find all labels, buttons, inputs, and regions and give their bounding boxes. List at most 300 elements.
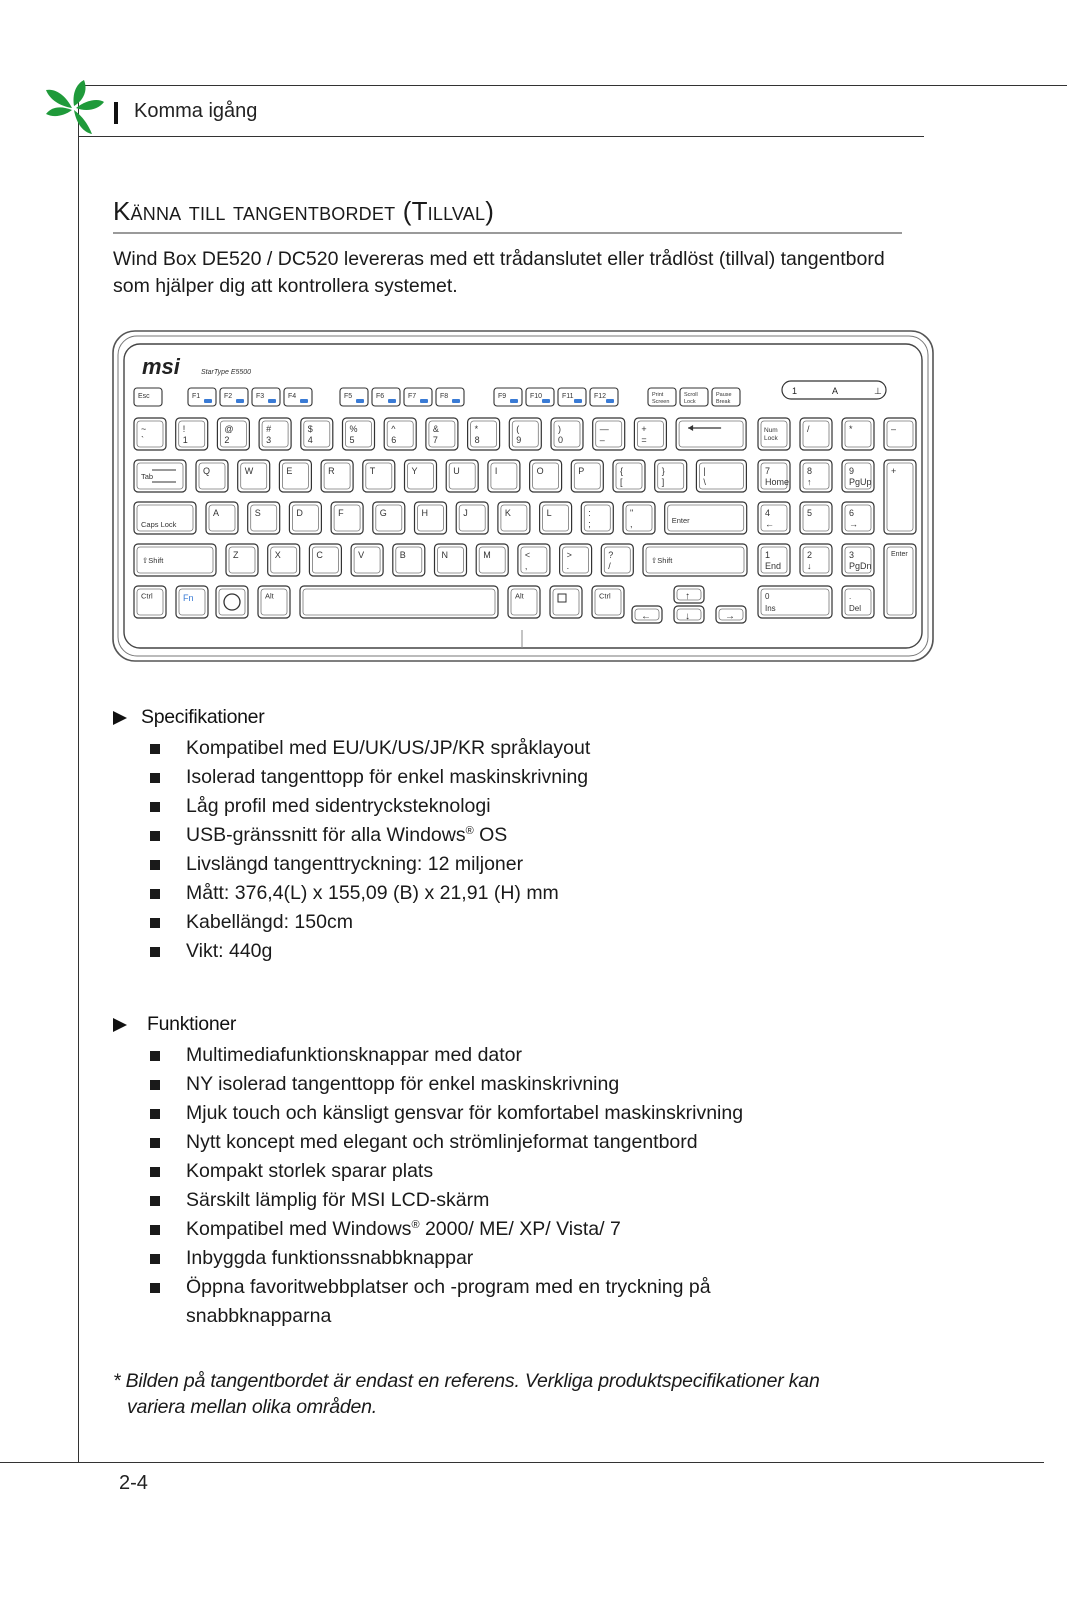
list-item-text: Kompakt storlek sparar plats bbox=[186, 1160, 434, 1182]
key-letter-label-top: R bbox=[328, 466, 335, 476]
key-number-label-bottom: 4 bbox=[307, 435, 313, 445]
key-letter bbox=[446, 460, 478, 492]
backspace-key bbox=[676, 418, 746, 450]
key-number-label-bottom: 5 bbox=[349, 435, 355, 445]
functions-heading-text: Funktioner bbox=[147, 1013, 237, 1035]
key-number-label-bottom: 1 bbox=[182, 435, 188, 445]
arrow-right-icon: → bbox=[725, 611, 735, 622]
fn-key bbox=[220, 388, 248, 406]
list-item bbox=[150, 1244, 910, 1273]
key-letter bbox=[488, 460, 520, 492]
fn-key-label: F3 bbox=[256, 393, 265, 400]
list-item-text: Låg profil med sidentrycksteknologi bbox=[186, 795, 491, 817]
key-letter-label-top: G bbox=[379, 508, 387, 518]
numpad-key bbox=[800, 418, 832, 450]
numpad-key-label-bottom: ↑ bbox=[807, 477, 812, 487]
fn-key-label: F5 bbox=[344, 393, 353, 400]
list-item-text: Kompatibel med Windows bbox=[186, 1218, 412, 1240]
key-grave-label-bottom: ` bbox=[141, 435, 144, 445]
list-item-text: Vikt: 440g bbox=[186, 940, 273, 962]
left-ctrl-key-label-top: Ctrl bbox=[141, 591, 153, 601]
key-number-label-top: & bbox=[432, 424, 439, 434]
numpad-key bbox=[842, 418, 874, 450]
list-item-text: Nytt koncept med elegant och strömlinjeformat tangentbord bbox=[186, 1131, 698, 1153]
fn-key bbox=[340, 388, 368, 406]
num-lock-label-top: Num bbox=[764, 427, 778, 434]
key-number bbox=[384, 418, 416, 450]
list-item-text-tail: OS bbox=[473, 824, 508, 846]
windows-key bbox=[216, 586, 248, 618]
key-number bbox=[217, 418, 249, 450]
key-letter bbox=[351, 544, 383, 576]
key-letter bbox=[226, 544, 258, 576]
fn-key bbox=[284, 388, 312, 406]
numpad-key-label-top: 2 bbox=[807, 550, 813, 560]
numpad-key-label-top: * bbox=[849, 424, 853, 434]
list-item-text: Särskilt lämplig för MSI LCD-skärm bbox=[186, 1189, 490, 1211]
right-ctrl-key bbox=[592, 586, 624, 618]
fn-key bbox=[558, 388, 586, 406]
num-lock-key bbox=[758, 418, 790, 450]
key-symbol-label-top: : bbox=[588, 508, 591, 518]
key-symbol bbox=[581, 502, 613, 534]
key-letter bbox=[415, 502, 447, 534]
fn-key-label: F10 bbox=[530, 393, 543, 400]
title-rule bbox=[113, 232, 902, 234]
left-alt-key bbox=[258, 586, 290, 618]
key-letter-label-top: H bbox=[421, 508, 428, 518]
numpad-key-label-bottom: → bbox=[849, 519, 858, 529]
list-item bbox=[150, 763, 910, 792]
list-item-text: Isolerad tangenttopp för enkel maskinskrivning bbox=[186, 766, 589, 788]
key-letter bbox=[498, 502, 530, 534]
media-icon bbox=[268, 399, 276, 403]
fn-key-label-top: Scroll bbox=[684, 392, 698, 398]
media-icon bbox=[542, 399, 550, 403]
key-letter bbox=[456, 502, 488, 534]
media-icon bbox=[236, 399, 244, 403]
numpad-key-label-top: – bbox=[891, 424, 897, 434]
key-number bbox=[634, 418, 666, 450]
list-item bbox=[150, 1128, 910, 1157]
numpad-key-label-top: 4 bbox=[765, 508, 771, 518]
keyboard-illustration bbox=[112, 330, 936, 664]
square-bullet-icon bbox=[150, 1080, 160, 1090]
list-item bbox=[150, 879, 910, 908]
square-bullet-icon bbox=[150, 831, 160, 841]
right-alt-key-label-top: Alt bbox=[515, 591, 524, 601]
list-item bbox=[150, 1041, 910, 1070]
header-bar bbox=[114, 102, 118, 124]
list-item bbox=[150, 850, 910, 879]
list-item bbox=[150, 1186, 910, 1215]
media-icon bbox=[356, 399, 364, 403]
fn-key bbox=[252, 388, 280, 406]
header-underline bbox=[78, 136, 924, 137]
list-item-text: Livslängd tangenttryckning: 12 miljoner bbox=[186, 853, 524, 875]
scroll-lock-indicator: ⊥ bbox=[874, 386, 882, 396]
list-item bbox=[150, 908, 910, 937]
arrow-down-key bbox=[674, 606, 704, 623]
square-bullet-icon bbox=[150, 889, 160, 899]
key-number-label-bottom: = bbox=[641, 435, 647, 445]
fn-key bbox=[680, 388, 708, 406]
key-symbol-label-top: } bbox=[661, 466, 665, 476]
numpad-key-label-top: 8 bbox=[807, 466, 813, 476]
intro-paragraph: Wind Box DE520 / DC520 levereras med ett trådanslutet eller trådlöst (tillval) tangentbord som hjälper dig att kontrollera systemet. bbox=[113, 248, 885, 297]
key-letter-label-top: K bbox=[504, 508, 511, 518]
numpad-key-label-bottom: ← bbox=[765, 519, 774, 529]
fn-key-label: F12 bbox=[594, 393, 607, 400]
left-shift-key bbox=[134, 544, 216, 576]
arrow-left-icon: ← bbox=[641, 611, 651, 622]
square-bullet-icon bbox=[150, 1051, 160, 1061]
list-item-text: Multimediafunktionsknappar med dator bbox=[186, 1044, 523, 1066]
numpad-dot-key-label-top: . bbox=[849, 592, 852, 601]
key-symbol bbox=[655, 460, 687, 492]
square-bullet-icon bbox=[150, 802, 160, 812]
key-number bbox=[343, 418, 375, 450]
key-symbol-label-top: " bbox=[630, 508, 634, 518]
key-letter bbox=[476, 544, 508, 576]
numpad-key-label-top: / bbox=[807, 424, 810, 434]
key-letter-label-top: D bbox=[296, 508, 303, 518]
shift-key-label: ⇧Shift bbox=[142, 556, 164, 565]
arrow-down-icon: ↓ bbox=[685, 611, 690, 622]
fn-key-label-top: Pause bbox=[716, 392, 732, 398]
key-number-label-top: + bbox=[641, 424, 647, 434]
tab-key-label: Tab bbox=[141, 472, 154, 481]
num-lock-label-bottom: Lock bbox=[764, 435, 778, 442]
menu-key bbox=[550, 586, 582, 618]
key-letter bbox=[540, 502, 572, 534]
square-bullet-icon bbox=[150, 1196, 160, 1206]
key-symbol bbox=[518, 544, 550, 576]
key-number-label-bottom: 8 bbox=[474, 435, 480, 445]
numpad-key-label-top: 6 bbox=[849, 508, 855, 518]
key-letter-label-top: N bbox=[441, 550, 448, 560]
fn-key-label: F6 bbox=[376, 393, 385, 400]
fn-key-label: F7 bbox=[408, 393, 417, 400]
numpad-key bbox=[842, 502, 874, 534]
key-number-label-top: ) bbox=[558, 424, 561, 434]
key-symbol-label-top: | bbox=[703, 466, 706, 476]
numpad-plus-key bbox=[884, 460, 916, 534]
space-bar bbox=[300, 586, 498, 618]
msi-logo-text: msi bbox=[142, 354, 180, 379]
caps-lock-indicator: A bbox=[832, 386, 839, 396]
key-letter-label-top: X bbox=[274, 550, 281, 560]
square-bullet-icon bbox=[150, 918, 160, 928]
key-letter bbox=[238, 460, 270, 492]
key-letter-label-top: V bbox=[358, 550, 365, 560]
key-letter bbox=[279, 460, 311, 492]
fn-key-label: F9 bbox=[498, 393, 507, 400]
arrow-up-icon: ↑ bbox=[685, 591, 690, 602]
media-icon bbox=[388, 399, 396, 403]
fn-key bbox=[134, 388, 162, 406]
key-symbol-label-bottom: ] bbox=[661, 477, 665, 487]
square-bullet-icon bbox=[150, 744, 160, 754]
fn-key-label-bottom: Break bbox=[716, 399, 731, 405]
list-item bbox=[150, 1215, 910, 1244]
key-symbol-label-bottom: / bbox=[608, 561, 611, 571]
registered-mark: ® bbox=[411, 1219, 420, 1231]
numpad-key-label-bottom: End bbox=[765, 561, 782, 571]
key-number bbox=[176, 418, 208, 450]
shift-key-label: ⇧Shift bbox=[651, 556, 673, 565]
arrow-up-key bbox=[674, 586, 704, 603]
list-item-text: Öppna favoritwebbplatser och -program med en tryckning på snabbknapparna bbox=[186, 1276, 711, 1327]
fn-key-label: Fn bbox=[183, 593, 194, 603]
tab-key bbox=[134, 460, 186, 492]
list-item-text-tail: 2000/ ME/ XP/ Vista/ 7 bbox=[419, 1218, 621, 1240]
key-letter bbox=[196, 460, 228, 492]
key-letter-label-top: P bbox=[578, 466, 585, 476]
caps-lock-key-label-bottom: Caps Lock bbox=[141, 520, 177, 529]
key-letter-label-top: T bbox=[369, 466, 376, 476]
square-bullet-icon bbox=[150, 1254, 160, 1264]
media-icon bbox=[606, 399, 614, 403]
numpad-key bbox=[758, 460, 790, 492]
leaf-logo-icon bbox=[42, 78, 106, 136]
fn-key-label: F2 bbox=[224, 393, 233, 400]
fn-key-label-bottom: Lock bbox=[684, 399, 696, 405]
key-letter-label-top: U bbox=[453, 466, 460, 476]
fn-key-label-top: Print bbox=[652, 392, 664, 398]
model-label: StarType E5500 bbox=[201, 369, 252, 376]
key-number-label-top: ! bbox=[182, 424, 186, 434]
numpad-key-label-bottom: PgDn bbox=[849, 561, 872, 571]
list-item bbox=[150, 792, 910, 821]
key-symbol-label-bottom: ; bbox=[588, 519, 591, 529]
arrow-right-key bbox=[716, 606, 746, 623]
key-letter bbox=[571, 460, 603, 492]
key-letter-label-top: J bbox=[463, 508, 468, 518]
fn-key bbox=[712, 388, 740, 406]
key-number bbox=[551, 418, 583, 450]
fn-key-label: F11 bbox=[562, 393, 574, 400]
key-number-label-bottom: 6 bbox=[391, 435, 397, 445]
page-title: Känna till tangentbordet (Tillval) bbox=[113, 196, 495, 226]
key-letter-label-top: Y bbox=[411, 466, 418, 476]
numpad-key-label-top: 5 bbox=[807, 508, 813, 518]
key-number-label-top: * bbox=[474, 424, 479, 434]
key-number bbox=[301, 418, 333, 450]
key-symbol bbox=[601, 544, 633, 576]
numpad-enter-key bbox=[884, 544, 916, 618]
left-margin-line bbox=[78, 85, 79, 1463]
list-item bbox=[150, 821, 910, 850]
list-item bbox=[150, 1099, 910, 1128]
fn-key-label: F8 bbox=[440, 393, 449, 400]
page-number: 2-4 bbox=[119, 1472, 148, 1494]
numpad-zero-key-label-top: 0 bbox=[765, 592, 770, 601]
key-symbol bbox=[696, 460, 746, 492]
key-letter bbox=[309, 544, 341, 576]
numpad-key bbox=[800, 502, 832, 534]
list-item-text: USB-gränssnitt för alla Windows bbox=[186, 824, 466, 846]
key-symbol-label-top: ? bbox=[608, 550, 614, 560]
enter-key bbox=[665, 502, 747, 534]
square-bullet-icon bbox=[150, 1225, 160, 1235]
footnote-line-1: * Bilden på tangentbordet är endast en referens. Verkliga produktspecifikationer kan bbox=[113, 1370, 820, 1392]
media-icon bbox=[204, 399, 212, 403]
list-item bbox=[150, 1157, 910, 1186]
numpad-key-label-top: 1 bbox=[765, 550, 771, 560]
fn-key-label: F4 bbox=[288, 393, 297, 400]
fn-key bbox=[590, 388, 618, 406]
key-number-label-bottom: – bbox=[599, 435, 605, 445]
numpad-key bbox=[842, 544, 874, 576]
numpad-key-label-bottom: ↓ bbox=[807, 561, 812, 571]
registered-mark: ® bbox=[465, 825, 474, 837]
numpad-key-label-top: 3 bbox=[849, 550, 855, 560]
key-symbol bbox=[560, 544, 592, 576]
key-number-label-top: % bbox=[349, 424, 358, 434]
key-number-label-top: ^ bbox=[391, 424, 396, 434]
key-letter-label-top: L bbox=[546, 508, 552, 518]
numpad-key-label-top: 7 bbox=[765, 466, 771, 476]
key-number bbox=[426, 418, 458, 450]
numpad-key-label-top: 9 bbox=[849, 466, 855, 476]
key-number-label-bottom: 7 bbox=[432, 435, 438, 445]
numpad-key-label-bottom: PgUp bbox=[849, 477, 872, 487]
key-number-label-top: — bbox=[599, 424, 609, 434]
key-letter bbox=[206, 502, 238, 534]
fn-key bbox=[436, 388, 464, 406]
fn-key bbox=[526, 388, 554, 406]
left-alt-key-label-top: Alt bbox=[265, 591, 274, 601]
key-letter-label-top: I bbox=[494, 466, 498, 476]
key-letter-label-top: A bbox=[213, 508, 220, 518]
specs-heading bbox=[113, 706, 264, 729]
key-symbol-label-bottom: \ bbox=[703, 477, 706, 487]
numpad-key bbox=[800, 460, 832, 492]
media-icon bbox=[452, 399, 460, 403]
list-item-text: Mått: 376,4(L) x 155,09 (B) x 21,91 (H) mm bbox=[186, 882, 559, 904]
key-letter-label-top: C bbox=[316, 550, 323, 560]
key-number-label-bottom: 0 bbox=[558, 435, 564, 445]
specs-heading-text: Specifikationer bbox=[141, 706, 265, 728]
top-rule bbox=[78, 85, 1067, 86]
numpad-key bbox=[842, 460, 874, 492]
key-letter bbox=[268, 544, 300, 576]
enter-key-label: Enter bbox=[671, 516, 690, 525]
key-letter-label-top: F bbox=[338, 508, 344, 518]
key-number bbox=[468, 418, 500, 450]
caps-lock-key bbox=[134, 502, 196, 534]
triangle-bullet-icon bbox=[113, 711, 127, 725]
list-item-text: Kabellängd: 150cm bbox=[186, 911, 353, 933]
right-alt-key bbox=[508, 586, 540, 618]
media-icon bbox=[574, 399, 582, 403]
square-bullet-icon bbox=[150, 860, 160, 870]
media-icon bbox=[510, 399, 518, 403]
footnote-line-2: variera mellan olika områden. bbox=[127, 1396, 377, 1418]
numpad-key-label-bottom: Home bbox=[765, 477, 790, 487]
functions-heading bbox=[113, 1013, 236, 1036]
numpad-key bbox=[800, 544, 832, 576]
key-letter bbox=[248, 502, 280, 534]
numpad-dot-key-label-bottom: Del bbox=[849, 604, 862, 613]
key-number-label-top: @ bbox=[224, 424, 234, 434]
header-section-label: Komma igång bbox=[134, 100, 258, 122]
fn-key-label-bottom: Screen bbox=[652, 399, 670, 405]
key-letter bbox=[363, 460, 395, 492]
specs-list bbox=[150, 734, 910, 966]
functions-list bbox=[150, 1041, 910, 1331]
key-number-label-top: # bbox=[266, 424, 272, 434]
media-icon bbox=[300, 399, 308, 403]
fn-key bbox=[372, 388, 400, 406]
list-item bbox=[150, 937, 910, 966]
key-letter-label-top: Z bbox=[233, 550, 239, 560]
key-number-label-bottom: 2 bbox=[224, 435, 230, 445]
key-symbol-label-bottom: , bbox=[630, 519, 633, 529]
key-symbol-label-bottom: , bbox=[524, 561, 528, 571]
numpad-enter-key-label-top: Enter bbox=[891, 551, 908, 558]
square-bullet-icon bbox=[150, 1283, 160, 1293]
key-grave bbox=[134, 418, 166, 450]
triangle-bullet-icon bbox=[113, 1018, 127, 1032]
numpad-key bbox=[758, 502, 790, 534]
media-icon bbox=[420, 399, 428, 403]
key-letter-label-top: M bbox=[483, 550, 491, 560]
key-letter-label-top: B bbox=[399, 550, 406, 560]
key-letter bbox=[289, 502, 321, 534]
key-letter-label-top: W bbox=[244, 466, 254, 476]
key-symbol bbox=[613, 460, 645, 492]
square-bullet-icon bbox=[150, 1138, 160, 1148]
key-grave-label-top: ~ bbox=[141, 424, 147, 434]
key-letter bbox=[373, 502, 405, 534]
fn-modifier-key bbox=[176, 586, 208, 618]
key-letter bbox=[405, 460, 437, 492]
key-letter bbox=[321, 460, 353, 492]
numpad-key bbox=[884, 418, 916, 450]
key-number bbox=[509, 418, 541, 450]
square-bullet-icon bbox=[150, 947, 160, 957]
key-symbol bbox=[623, 502, 655, 534]
left-ctrl-key bbox=[134, 586, 166, 618]
list-item bbox=[150, 1070, 910, 1099]
key-letter-label-top: Q bbox=[203, 466, 211, 476]
list-item-text: Mjuk touch och känsligt gensvar för komfortabel maskinskrivning bbox=[186, 1102, 744, 1124]
bottom-rule bbox=[0, 1462, 1044, 1463]
key-symbol-label-top: { bbox=[620, 466, 624, 476]
right-ctrl-key-label-top: Ctrl bbox=[599, 591, 611, 601]
key-letter-label-top: S bbox=[254, 508, 261, 518]
fn-key-label: Esc bbox=[138, 393, 150, 400]
key-letter bbox=[530, 460, 562, 492]
square-bullet-icon bbox=[150, 773, 160, 783]
key-symbol-label-top: > bbox=[566, 550, 572, 560]
fn-key bbox=[648, 388, 676, 406]
list-item bbox=[150, 734, 910, 763]
key-number-label-top: ( bbox=[516, 424, 520, 434]
key-symbol-label-bottom: . bbox=[566, 561, 570, 571]
numpad-zero-key bbox=[758, 586, 832, 618]
list-item bbox=[150, 1273, 786, 1331]
key-number-label-bottom: 9 bbox=[516, 435, 522, 445]
square-bullet-icon bbox=[150, 1167, 160, 1177]
key-number bbox=[259, 418, 291, 450]
arrow-left-key bbox=[632, 606, 662, 623]
key-number-label-bottom: 3 bbox=[266, 435, 272, 445]
numpad-key bbox=[758, 544, 790, 576]
key-symbol-label-bottom: [ bbox=[620, 477, 623, 487]
